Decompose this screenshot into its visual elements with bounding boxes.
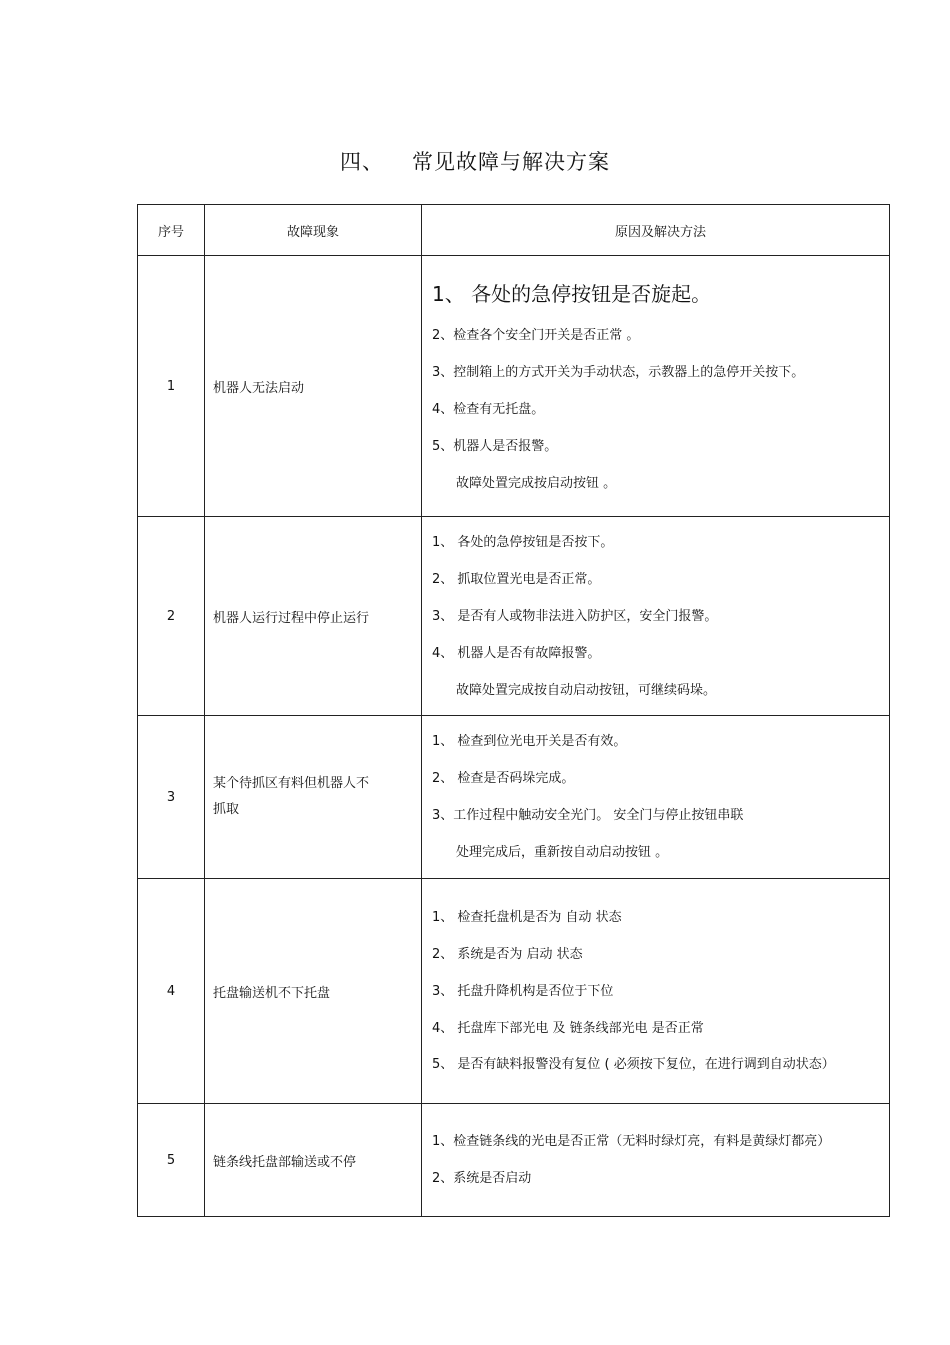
row-symptom-text: 某个待抓区有料但机器人不抓取 [213, 776, 370, 817]
solution-line: 1、 检查托盘机是否为 自动 状态 [432, 910, 622, 925]
solution-line: 2、系统是否启动 [432, 1170, 532, 1186]
solution-line: 2、 检查是否码垛完成。 [432, 771, 575, 786]
row-no: 1 [138, 256, 205, 517]
solution-line: 4、 托盘库下部光电 及 链条线部光电 是否正常 [432, 1021, 704, 1036]
row-solution [422, 1104, 890, 1217]
table-row [138, 517, 890, 716]
solution-line: 3、 是否有人或物非法进入防护区，安全门报警。 [432, 608, 718, 624]
row-symptom [205, 716, 422, 879]
solution-line: 2、 系统是否为 启动 状态 [432, 947, 583, 962]
header-no: 序号 [138, 205, 205, 256]
solution-line: 1、 检查到位光电开关是否有效。 [432, 734, 627, 749]
solution-line: 1、 各处的急停按钮是否按下。 [432, 534, 614, 550]
solution-line: 2、检查各个安全门开关是否正常 。 [432, 327, 640, 343]
table-row [138, 879, 890, 1104]
solution-line: 3、工作过程中触动安全光门。 安全门与停止按钮串联 [432, 808, 744, 823]
solution-line: 5、 是否有缺料报警没有复位 ( 必须按下复位，在进行调到自动状态） [432, 1057, 835, 1072]
row-symptom: 机器人无法启动 [205, 256, 422, 517]
table-header-row [138, 205, 890, 256]
table-row [138, 716, 890, 879]
row-solution [422, 716, 890, 879]
solution-line: 5、机器人是否报警。 [432, 438, 558, 454]
solution-line: 2、 抓取位置光电是否正常。 [432, 571, 601, 587]
solution-line: 4、检查有无托盘。 [432, 401, 545, 417]
row-solution [422, 256, 890, 517]
row-solution [422, 517, 890, 716]
solution-line: 3、控制箱上的方式开关为手动状态，示教器上的急停开关按下。 [432, 364, 805, 380]
row-solution [422, 879, 890, 1104]
table-row [138, 256, 890, 517]
solution-line: 故障处置完成按启动按钮 。 [456, 475, 617, 491]
solution-line: 故障处置完成按自动启动按钮，可继续码垛。 [456, 682, 717, 698]
table-row [138, 1104, 890, 1217]
page-title [0, 146, 950, 176]
title-number: 四、 [340, 150, 384, 174]
header-symptom: 故障现象 [205, 205, 422, 256]
fault-table [137, 204, 890, 1217]
row-symptom: 链条线托盘部输送或不停 [205, 1104, 422, 1217]
row-no: 4 [138, 879, 205, 1104]
header-solution: 原因及解决方法 [422, 205, 890, 256]
row-symptom: 机器人运行过程中停止运行 [205, 517, 422, 716]
row-symptom: 托盘输送机不下托盘 [205, 879, 422, 1104]
solution-line: 1、检查链条线的光电是否正常（无料时绿灯亮，有料是黄绿灯都亮） [432, 1133, 831, 1149]
solution-line: 4、 机器人是否有故障报警。 [432, 645, 601, 661]
row-no: 2 [138, 517, 205, 716]
solution-line: 3、 托盘升降机构是否位于下位 [432, 984, 614, 999]
title-text: 常见故障与解决方案 [412, 150, 610, 174]
solution-line: 处理完成后，重新按自动启动按钮 。 [456, 845, 669, 860]
solution-line: 1、 各处的急停按钮是否旋起。 [432, 281, 712, 306]
row-no: 5 [138, 1104, 205, 1217]
row-no: 3 [138, 716, 205, 879]
